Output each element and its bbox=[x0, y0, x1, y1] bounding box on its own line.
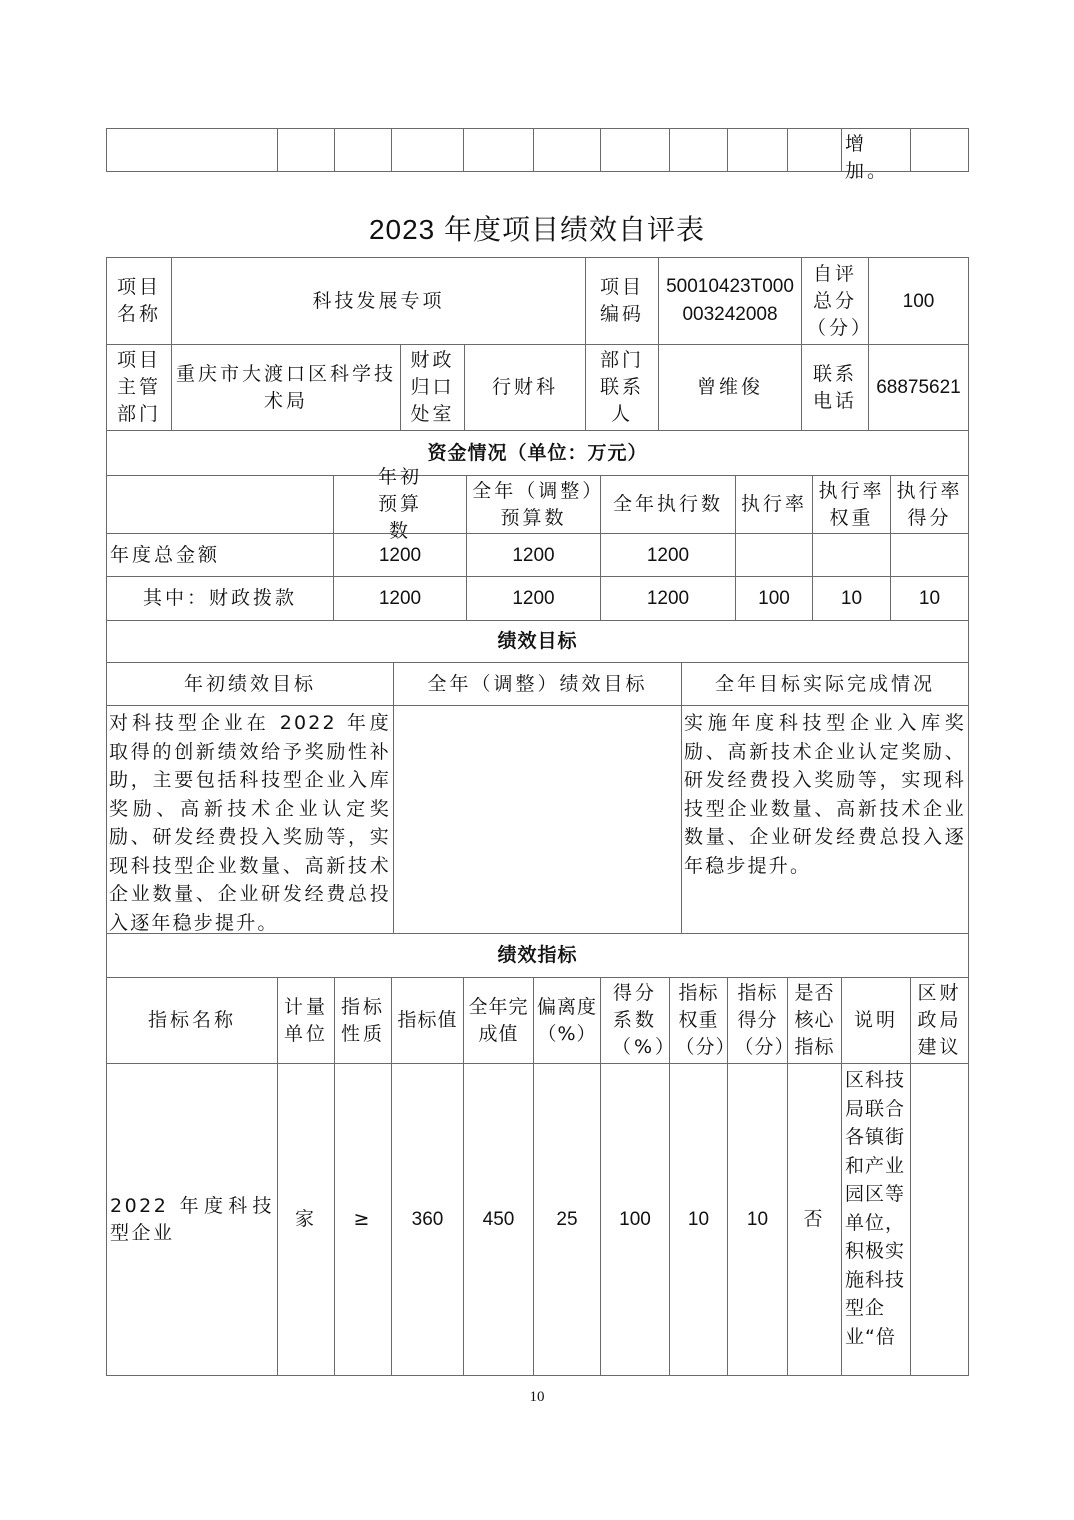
self-score-label bbox=[801, 257, 874, 345]
ind-header-name bbox=[106, 977, 278, 1064]
funds-cell-adjusted bbox=[466, 533, 601, 577]
prev-cell bbox=[533, 128, 601, 172]
header-text: 指标值 bbox=[397, 1009, 458, 1031]
project-code-label bbox=[585, 257, 659, 345]
phone-label bbox=[801, 344, 869, 431]
value-text: 重庆市大渡口区科学技术局 bbox=[175, 362, 396, 412]
ind-header-coefficient bbox=[600, 977, 678, 1064]
ind-header-nature bbox=[334, 977, 392, 1064]
header-text: 执行率得分 bbox=[896, 479, 963, 529]
funds-cell-initial bbox=[333, 533, 467, 577]
label-text: 项目编码 bbox=[599, 276, 644, 325]
header-text: 全年目标实际完成情况 bbox=[714, 672, 935, 695]
header-text: 得分系数（%） bbox=[612, 982, 678, 1058]
header-text: 全年执行数 bbox=[612, 493, 723, 515]
cell-text: 1200 bbox=[646, 544, 690, 566]
value-text: 68875621 bbox=[876, 377, 961, 398]
prev-cell bbox=[669, 128, 728, 172]
project-name-value bbox=[171, 257, 586, 345]
cell-text: 450 bbox=[482, 1209, 515, 1230]
header-text: 执行率 bbox=[740, 493, 807, 515]
cell-text: 10 bbox=[840, 588, 863, 609]
ind-cell-nature bbox=[334, 1063, 392, 1376]
header-text: 全年（调整）预算数 bbox=[472, 479, 595, 529]
prev-note-cell bbox=[841, 128, 911, 182]
indicators-section-title bbox=[106, 933, 969, 978]
finance-office-label bbox=[400, 344, 465, 431]
prev-cell bbox=[463, 128, 534, 172]
label-text: 项目主管部门 bbox=[116, 349, 161, 425]
funds-cell-executed bbox=[600, 533, 736, 577]
value-text: 科技发展专项 bbox=[312, 289, 445, 312]
header-text: 指标名称 bbox=[147, 1009, 236, 1031]
ind-header-target bbox=[391, 977, 464, 1064]
goal-text: 实施年度科技型企业入库奖励、高新技术企业认定奖励、研发经费投入奖励等，实现科技型企业数量、高新技术企业数量、企业研发经费总投入逐年稳步提升。 bbox=[684, 712, 966, 877]
goals-adjusted-text bbox=[393, 705, 682, 934]
header-text: 年初绩效目标 bbox=[183, 672, 316, 695]
header-text: 全年（调整）绩效目标 bbox=[427, 672, 648, 695]
ind-cell-suggestion bbox=[910, 1063, 969, 1376]
goal-text: 对科技型企业在 2022 年度取得的创新绩效给予奖励性补助，主要包括科技型企业入库奖励、高新技术企业认定奖励、研发经费投入奖励等，实现科技型企业数量、高新技术企业数量、企业研发经费总投入逐年稳步提升。 bbox=[109, 712, 391, 934]
ind-header-weight bbox=[669, 977, 736, 1064]
header-text: 指标性质 bbox=[340, 995, 385, 1045]
cell-text: 1200 bbox=[512, 588, 555, 609]
cell-text: 100 bbox=[758, 588, 790, 609]
funds-cell-rate bbox=[735, 576, 813, 621]
funds-row-label bbox=[106, 533, 334, 577]
phone-value bbox=[868, 344, 969, 431]
label-text: 财政归口处室 bbox=[410, 349, 455, 425]
ind-cell-core bbox=[787, 1063, 842, 1376]
value-text: 行财科 bbox=[491, 376, 558, 398]
ind-cell-note bbox=[841, 1063, 911, 1376]
cell-text: 1200 bbox=[378, 588, 422, 609]
goals-header-actual bbox=[681, 662, 969, 706]
label-text: 自评总分（分） bbox=[807, 262, 874, 339]
ind-header-deviation bbox=[533, 977, 601, 1064]
section-title-text: 绩效目标 bbox=[497, 630, 578, 652]
funds-header-adjusted-budget bbox=[466, 475, 601, 534]
ind-cell-completed bbox=[463, 1063, 534, 1376]
row-label-text: 其中：财政拨款 bbox=[142, 587, 297, 609]
ind-cell-target bbox=[391, 1063, 464, 1376]
goals-initial-text bbox=[106, 705, 394, 934]
funds-header-weight bbox=[812, 475, 891, 534]
section-title-text: 资金情况（单位：万元） bbox=[427, 441, 648, 464]
prev-cell bbox=[910, 128, 969, 172]
funds-cell-executed bbox=[600, 576, 736, 621]
ind-cell-unit bbox=[277, 1063, 335, 1376]
cell-text: 10 bbox=[746, 1209, 769, 1230]
project-code-value bbox=[658, 257, 802, 345]
cell-text: ≥ bbox=[353, 1208, 373, 1230]
cell-text: 10 bbox=[918, 588, 941, 609]
prev-cell bbox=[727, 128, 788, 172]
funds-cell-weight bbox=[812, 533, 891, 577]
prev-cell bbox=[787, 128, 842, 172]
goals-section-title bbox=[106, 620, 969, 663]
ind-header-completed bbox=[463, 977, 534, 1064]
funds-section-title bbox=[106, 430, 969, 476]
funds-header-score bbox=[890, 475, 969, 534]
page-number: 10 bbox=[529, 1389, 545, 1405]
row-label-text: 年度总金额 bbox=[110, 543, 221, 566]
section-title-text: 绩效指标 bbox=[497, 944, 578, 966]
ind-header-unit bbox=[277, 977, 335, 1064]
contact-label bbox=[585, 344, 659, 431]
label-text: 部门联系人 bbox=[599, 349, 644, 425]
funds-cell-weight bbox=[812, 576, 891, 621]
ind-cell-coefficient bbox=[600, 1063, 670, 1376]
goals-header-adjusted bbox=[393, 662, 682, 706]
prev-cell bbox=[391, 128, 464, 172]
header-text: 是否核心指标 bbox=[794, 982, 835, 1058]
header-text: 全年完成值 bbox=[468, 995, 529, 1045]
header-text: 偏离度（%） bbox=[536, 995, 597, 1045]
ind-header-score bbox=[727, 977, 795, 1064]
funds-cell-score bbox=[890, 533, 969, 577]
cell-text: 1200 bbox=[378, 544, 422, 566]
funds-header-blank bbox=[106, 475, 334, 534]
ind-cell-score bbox=[727, 1063, 788, 1376]
header-text: 计量单位 bbox=[283, 995, 328, 1045]
funds-cell-initial bbox=[333, 576, 467, 621]
contact-value bbox=[658, 344, 802, 431]
goals-header-initial bbox=[106, 662, 394, 706]
header-text: 指标权重（分） bbox=[675, 982, 736, 1058]
funds-header-executed bbox=[600, 475, 736, 534]
prev-cell bbox=[277, 128, 335, 172]
value-text: 100 bbox=[902, 290, 935, 312]
ind-header-suggestion bbox=[910, 977, 969, 1064]
funds-header-rate bbox=[735, 475, 813, 534]
page-title: 2023 年度项目绩效自评表 bbox=[368, 214, 706, 245]
dept-label bbox=[106, 344, 172, 431]
header-text: 年初预算数 bbox=[377, 466, 422, 542]
cell-text: 否 bbox=[803, 1208, 826, 1230]
cell-text: 360 bbox=[411, 1209, 444, 1230]
cell-text: 1200 bbox=[512, 544, 555, 566]
header-text: 区财政局建议 bbox=[917, 982, 962, 1058]
cell-text: 100 bbox=[619, 1209, 651, 1230]
header-text: 执行率权重 bbox=[818, 479, 885, 529]
funds-cell-rate bbox=[735, 533, 813, 577]
project-name-label bbox=[106, 257, 172, 345]
prev-note-text: 增加。 bbox=[845, 133, 890, 182]
cell-text: 区科技局联合各镇街和产业园区等单位，积极实施科技型企业“倍 bbox=[845, 1069, 906, 1348]
prev-cell bbox=[106, 128, 278, 172]
ind-cell-name bbox=[106, 1063, 278, 1376]
cell-text: 25 bbox=[556, 1209, 578, 1230]
finance-office-value bbox=[464, 344, 586, 431]
ind-header-core bbox=[787, 977, 842, 1064]
label-text: 联系电话 bbox=[812, 362, 857, 412]
header-text: 指标得分（分） bbox=[734, 982, 795, 1058]
value-text: 50010423T000003242008 bbox=[666, 276, 794, 325]
cell-text: 2022 年度科技型企业 bbox=[110, 1194, 274, 1244]
self-score-value bbox=[868, 257, 969, 345]
ind-header-note bbox=[841, 977, 911, 1064]
label-text: 项目名称 bbox=[116, 276, 161, 325]
value-text: 曾维俊 bbox=[696, 376, 763, 398]
dept-value bbox=[171, 344, 401, 431]
header-text: 说明 bbox=[853, 1009, 898, 1031]
funds-cell-adjusted bbox=[466, 576, 601, 621]
ind-cell-deviation bbox=[533, 1063, 601, 1376]
cell-text: 10 bbox=[687, 1209, 710, 1230]
cell-text: 1200 bbox=[646, 588, 690, 609]
funds-header-initial-budget bbox=[333, 466, 467, 542]
ind-cell-weight bbox=[669, 1063, 728, 1376]
funds-row-label bbox=[106, 576, 334, 621]
cell-text: 家 bbox=[294, 1208, 317, 1230]
prev-cell bbox=[334, 128, 392, 172]
goals-actual-text bbox=[681, 705, 969, 934]
funds-cell-score bbox=[890, 576, 969, 621]
prev-cell bbox=[600, 128, 670, 172]
